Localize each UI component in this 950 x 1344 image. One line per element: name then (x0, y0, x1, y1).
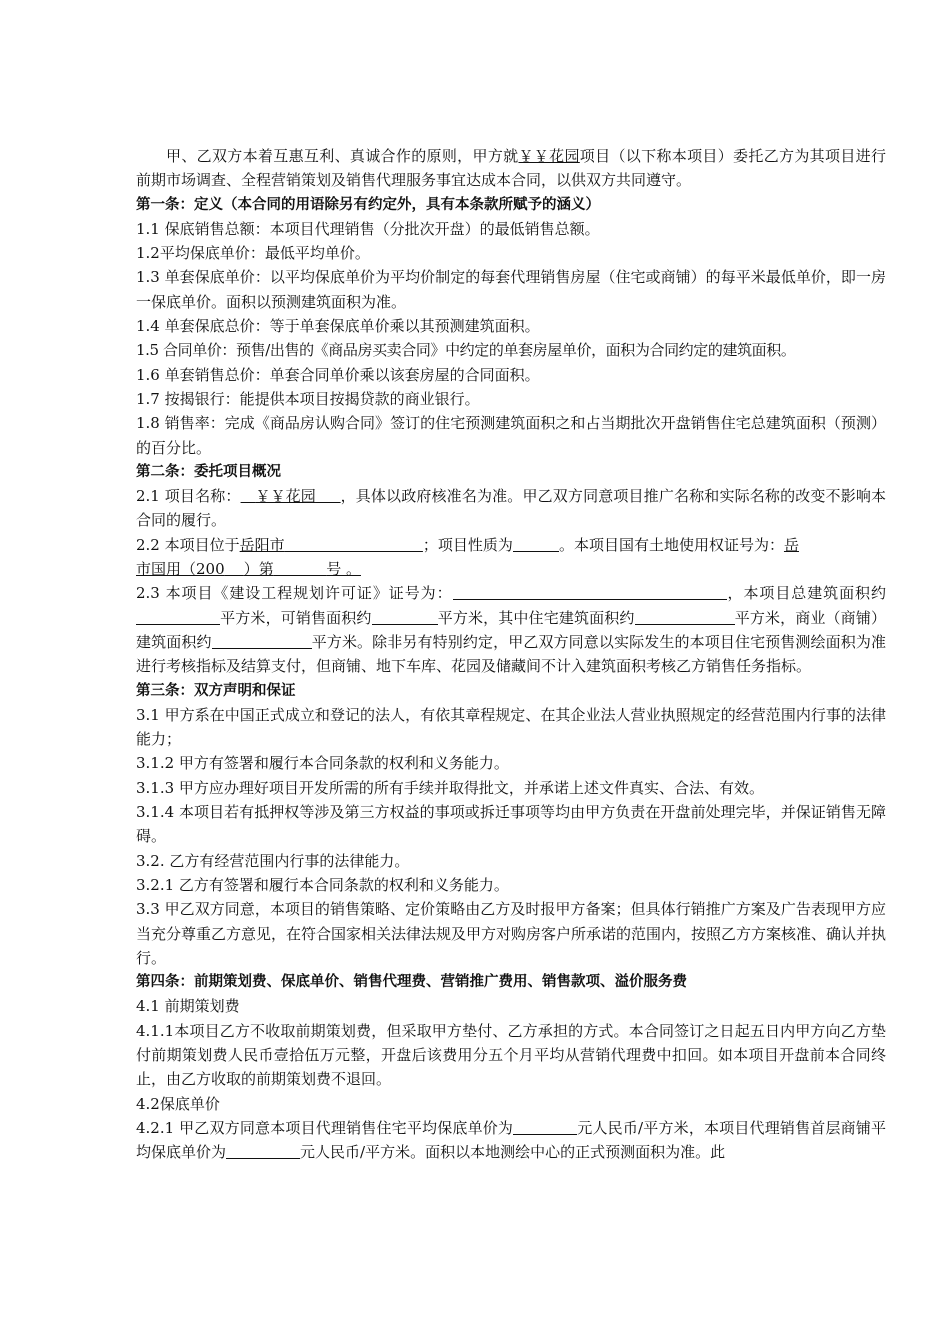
article-1-heading: 第一条：定义（本合同的用语除另有约定外，具有本条款所赋予的涵义） (136, 196, 600, 213)
clause-1-1: 1.1 保底销售总额：本项目代理销售（分批次开盘）的最低销售总额。 (136, 219, 600, 238)
clause-2-1-text: ，具体以政府核准名为准。甲乙双方同意项目推广名称和实际名称的改变不影响本合同的履行。 (136, 487, 887, 530)
land-cert-suffix: 号 。 (326, 560, 361, 579)
clause-4-2-1-text-3: 元人民币/平方米。面积以本地测绘中心的正式预测面积为准。此 (300, 1143, 726, 1162)
project-nature-blank[interactable] (513, 535, 559, 552)
clause-4-2-1-text-2: 元人民币/平方米，本项目代理销售首层商铺平均保底单价为 (136, 1118, 886, 1162)
clause-2-2-label: 2.2 本项目位于 (136, 535, 240, 554)
land-cert-field (136, 560, 361, 578)
article-4-heading: 第四条：前期策划费、保底单价、销售代理费、营销推广费用、销售款项、溢价服务费 (136, 974, 687, 991)
clause-2-3-text-5: 平方米。除非另有特别约定，甲乙双方同意以实际发生的本项目住宅预售测绘面积为准进行考核指标及结算支付，但商铺、地下车库、花园及储藏间不计入建筑面积考核乙方销售任务指标。 (136, 632, 886, 676)
residential-area-blank[interactable] (635, 608, 735, 625)
clause-4-1-1: 4.1.1本项目乙方不收取前期策划费，但采取甲方垫付、乙方承担的方式。本合同签订之日起五日内甲方向乙方垫付前期策划费人民币壹拾伍万元整，开盘后该费用分五个月平均从营销代理费中扣回。如本项目开盘前本合同终止，由乙方收取的前期策划费不退回。 (136, 1021, 886, 1089)
article-2-heading: 第二条：委托项目概况 (136, 463, 281, 480)
saleable-area-blank[interactable] (372, 608, 438, 625)
clause-1-8: 1.8 销售率：完成《商品房认购合同》签订的住宅预测建筑面积之和占当期批次开盘销售住宅总建筑面积（预测）的百分比。 (136, 414, 886, 457)
clause-1-3: 1.3 单套保底单价：以平均保底单价为平均价制定的每套代理销售房屋（住宅或商铺）的每平米最低单价，即一房一保底单价。面积以预测建筑面积为准。 (136, 268, 886, 311)
clause-2-1-label: 2.1 项目名称： (136, 487, 241, 506)
clause-3-1-3: 3.1.3 甲方应办理好项目开发所需的所有手续并取得批文，并承诺上述文件真实、合法、有效。 (136, 778, 764, 797)
location-field (240, 536, 423, 554)
clause-3-2: 3.2. 乙方有经营范围内行事的法律能力。 (136, 851, 410, 870)
clause-3-2-1: 3.2.1 乙方有签署和履行本合同条款的权利和义务能力。 (136, 875, 509, 894)
clause-3-1-4: 3.1.4 本项目若有抵押权等涉及第三方权益的事项或拆迁事项等均由甲方负责在开盘前处理完毕，并保证销售无障碍。 (136, 803, 886, 846)
clause-1-5: 1.5 合同单价：预售/出售的《商品房买卖合同》中约定的单套房屋单价，面积为合同约定的建筑面积。 (136, 341, 796, 360)
contract-document (136, 144, 886, 1164)
land-cert-year: 市国用（200 (136, 560, 225, 579)
clause-2-3 (136, 581, 886, 678)
clause-2-3-text-3: 平方米，其中住宅建筑面积约 (437, 608, 635, 627)
residential-base-price-blank[interactable] (513, 1118, 577, 1135)
clause-2-3-text: ，本项目总建筑面积约 (726, 584, 886, 603)
land-cert-prefix: 岳 (783, 535, 799, 554)
project-name-value: ￥￥花园 (255, 487, 316, 506)
clause-3-1-2: 3.1.2 甲方有签署和履行本合同条款的权利和义务能力。 (136, 754, 509, 773)
land-cert-no-label: ）第 (243, 560, 274, 579)
clause-1-2: 1.2平均保底单价：最低平均单价。 (136, 244, 370, 263)
clause-2-3-text-4: 平方米，商业（商铺）建筑面积约 (136, 608, 886, 651)
article-3-heading: 第三条：双方声明和保证 (136, 682, 296, 699)
section-4-2: 4.2保底单价 (136, 1094, 220, 1113)
clause-2-2-text-2: 。本项目国有土地使用权证号为： (558, 535, 784, 554)
intro-text: 甲、乙双方本着互惠互利、真诚合作的原则，甲方就 (166, 147, 519, 165)
planning-permit-blank[interactable] (453, 583, 727, 600)
clause-1-6: 1.6 单套销售总价：单套合同单价乘以该套房屋的合同面积。 (136, 365, 540, 384)
clause-2-2-text: ；项目性质为 (422, 535, 513, 554)
section-4-1: 4.1 前期策划费 (136, 997, 240, 1016)
clause-1-4: 1.4 单套保底总价：等于单套保底单价乘以其预测建筑面积。 (136, 317, 540, 336)
clause-4-2-1-text: 4.2.1 甲乙双方同意本项目代理销售住宅平均保底单价为 (136, 1118, 514, 1137)
project-name-field (241, 487, 341, 505)
commercial-area-blank[interactable] (212, 632, 312, 649)
clause-2-3-text-2: 平方米，可销售面积约 (220, 608, 372, 627)
intro-paragraph (136, 144, 886, 193)
total-area-blank[interactable] (136, 608, 220, 625)
clause-3-1: 3.1 甲方系在中国正式成立和登记的法人，有依其章程规定、在其企业法人营业执照规定的经营范围内行事的法律能力； (136, 705, 886, 749)
location-value: 岳阳市 (239, 535, 285, 554)
clause-2-3-label: 2.3 本项目《建设工程规划许可证》证号为： (136, 584, 453, 603)
clause-1-7: 1.7 按揭银行：能提供本项目按揭贷款的商业银行。 (136, 389, 480, 408)
clause-4-2-1 (136, 1116, 886, 1165)
clause-3-3: 3.3 甲乙双方同意，本项目的销售策略、定价策略由乙方及时报甲方备案；但具体行销推广方案及广告表现甲方应当充分尊重乙方意见，在符合国家相关法律法规及甲方对购房客户所承诺的范围内，按照乙方方案核准、确认并执行。 (136, 900, 887, 967)
project-name: ￥￥花园 (518, 147, 580, 165)
shop-base-price-blank[interactable] (226, 1142, 300, 1159)
clause-2-1 (136, 484, 886, 533)
clause-2-2 (136, 533, 886, 582)
intro-text-2: 项目（以下称本项目）委托乙方为其项目进行前期市场调查、全程营销策划及销售代理服务事宜达成本合同，以供双方共同遵守。 (136, 147, 886, 190)
